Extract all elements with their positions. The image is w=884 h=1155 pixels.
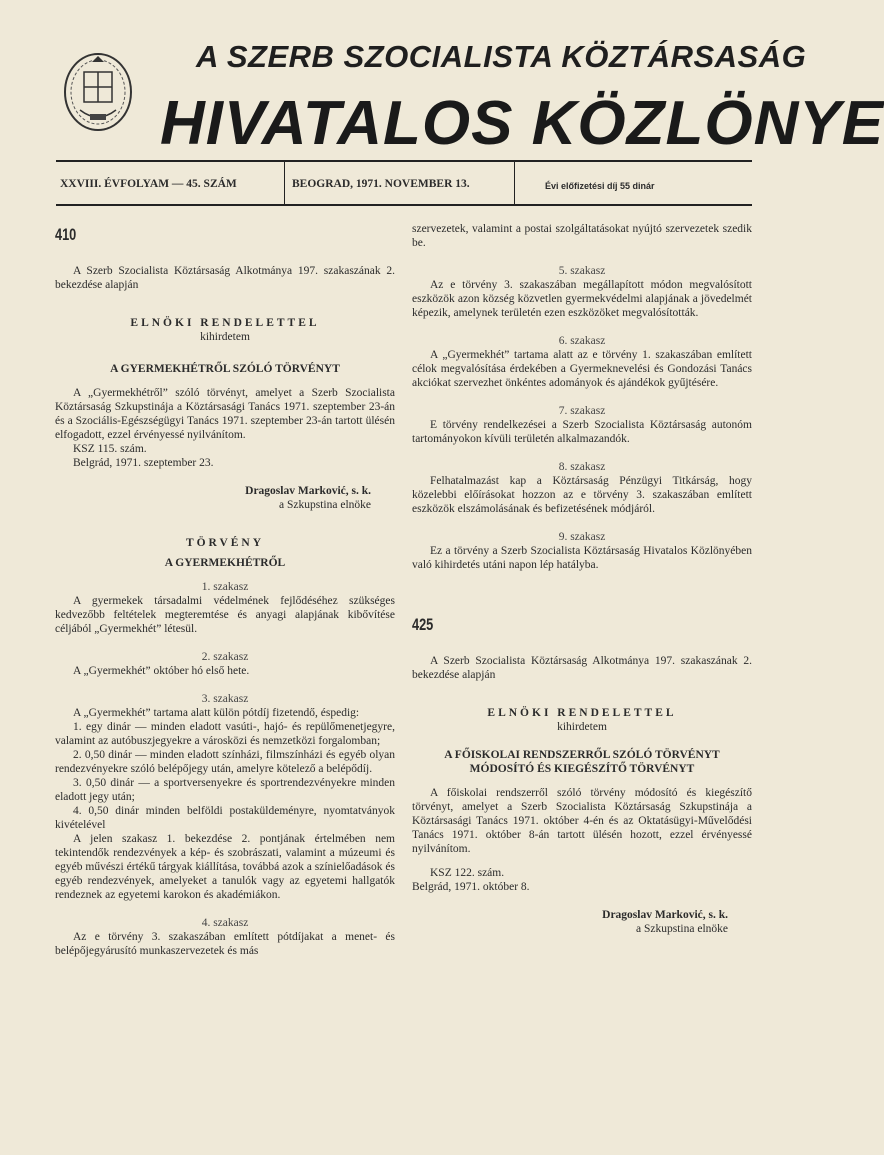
masthead-divider xyxy=(514,162,515,204)
masthead-rule-top xyxy=(56,160,752,162)
list-item: 3. 0,50 dinár — a sportversenyekre és sportrendezvényekre minden eladott jegy után; xyxy=(55,777,395,803)
section-title: 9. szakasz xyxy=(558,531,606,543)
signer-title: a Szkupstina elnöke xyxy=(279,499,371,511)
section-text: A „Gyermekhét” október hó első hete. xyxy=(73,665,250,677)
preamble: A Szerb Szocialista Köztársaság Alkotmánya 197. szakaszának 2. bekezdése alapján xyxy=(55,265,395,291)
place-date-line: Belgrád, 1971. október 8. xyxy=(412,881,530,893)
law-title: A FŐISKOLAI RENDSZERRŐL SZÓLÓ TÖRVÉNYT MÓDOSÍTÓ ÉS KIEGÉSZÍTŐ TÖRVÉNYT xyxy=(444,749,720,775)
signer-name: Dragoslav Marković, s. k. xyxy=(602,909,728,921)
section-title: 4. szakasz xyxy=(201,917,249,929)
ksz-number: KSZ 115. szám. xyxy=(73,443,147,455)
signature-block xyxy=(55,484,395,512)
section-title: 3. szakasz xyxy=(201,693,249,705)
decree-heading: ELNÖKI RENDELETTEL xyxy=(130,317,320,329)
law-heading: TÖRVÉNY xyxy=(185,537,265,549)
section-text: A „Gyermekhét” tartama alatt külön pótdíj fizetendő, éspedig: xyxy=(73,707,360,719)
document-number: 410 xyxy=(55,225,77,244)
masthead-title: HIVATALOS KÖZLÖNYE xyxy=(160,89,884,158)
section-title: 8. szakasz xyxy=(558,461,606,473)
masthead xyxy=(0,0,884,215)
signer-title: a Szkupstina elnöke xyxy=(636,923,728,935)
section-title: 1. szakasz xyxy=(201,581,249,593)
section-text: E törvény rendelkezései a Szerb Szocialista Köztársaság autonóm tartományokon kívüli területén alkalmazandók. xyxy=(412,419,752,445)
coat-of-arms-icon xyxy=(62,50,134,132)
list-item: 1. egy dinár — minden eladott vasúti-, hajó- és repülőmenetjegyre, valamint az autóbuszjegyekre a városközi és nemzetközi forgalomban; xyxy=(55,721,395,747)
signer-name: Dragoslav Marković, s. k. xyxy=(245,485,371,497)
section-title: 7. szakasz xyxy=(558,405,606,417)
column-left xyxy=(55,222,395,958)
section-text: A gyermekek társadalmi védelmének fejlődéséhez szükséges kedvezőbb feltételek megteremtése és anyagi alapjának kibővítése céljából „Gyermekhét” létesül. xyxy=(55,595,395,635)
column-right xyxy=(412,222,752,936)
place-date-line: Belgrád, 1971. szeptember 23. xyxy=(73,457,214,469)
section-text: Ez a törvény a Szerb Szocialista Köztársaság Hivatalos Közlönyében való kihirdetés utáni napon lép hatályba. xyxy=(412,545,752,571)
section-title: 6. szakasz xyxy=(558,335,606,347)
promulgate: kihirdetem xyxy=(557,721,607,733)
masthead-rule-bottom xyxy=(56,204,752,206)
intro-paragraph: A főiskolai rendszerről szóló törvény módosító és kiegészítő törvényt, amelyet a Szerb Szocialista Köztársaság Szkupstinája a Köztársasági Tanács 1971. október 4-én és az Oktatásügyi-Művelődési Tanács 1971. október 8-án tartott ülésén hozott, ezzel érvényessé nyilvánítom. xyxy=(412,787,752,855)
document-number: 425 xyxy=(412,615,434,634)
promulgate: kihirdetem xyxy=(200,331,250,343)
section-text: A jelen szakasz 1. bekezdése 2. pontjának értelmében nem tekintendők rendezvények a kép- és szobrászati, valamint a múzeumi és egyéb művészi értékű tárgyak kiállítása, továbbá azok a színielőadások és egyéb rendezvények, amelyeket a tanulók vagy az egyetemi hallgatók rendeznek az egyetemi karokon és akadémiákon. xyxy=(55,833,395,901)
list-item: 2. 0,50 dinár — minden eladott színházi, filmszínházi és egyéb olyan rendezvényekre szóló belépőjegy után, amelyre kötelező a belépődíj. xyxy=(55,749,395,775)
section-text: Felhatalmazást kap a Köztársaság Pénzügyi Titkárság, hogy közelebbi előírásokat hozzon az e törvény 3. szakaszában említett eszközök elszámolásának és befizetésének módjáról. xyxy=(412,475,752,515)
masthead-line1: A SZERB SZOCIALISTA KÖZTÁRSASÁG xyxy=(196,39,807,74)
section-title: 5. szakasz xyxy=(558,265,606,277)
ksz-number: KSZ 122. szám. xyxy=(430,867,505,879)
preamble: A Szerb Szocialista Köztársaság Alkotmánya 197. szakaszának 2. bekezdése alapján xyxy=(412,655,752,681)
section-text: Az e törvény 3. szakaszában említett pótdíjakat a menet- és belépőjegyárusító munkaszervezetek és más xyxy=(55,931,395,957)
signature-block xyxy=(412,908,752,936)
masthead-divider xyxy=(284,162,285,204)
section-text: A „Gyermekhét” tartama alatt az e törvény 1. szakaszában említett célok megvalósítása érdekében a Gyermeknevelési és Gondozási Tanács akciókat szervezhet önkéntes adományok és ajándékok gyűjtésére. xyxy=(412,349,752,389)
law-title: A GYERMEKHÉTRŐL SZÓLÓ TÖRVÉNYT xyxy=(110,363,340,375)
volume-number: XXVIII. ÉVFOLYAM — 45. SZÁM xyxy=(60,178,237,190)
section-text-continued: szervezetek, valamint a postai szolgáltatásokat nyújtó szervezetek szedik be. xyxy=(412,223,752,249)
place-date: BEOGRAD, 1971. NOVEMBER 13. xyxy=(292,178,470,190)
decree-heading: ELNÖKI RENDELETTEL xyxy=(487,707,677,719)
subscription-price: Évi előfizetési díj 55 dinár xyxy=(545,181,655,191)
list-item: 4. 0,50 dinár minden belföldi postaküldeményre, nyomtatványok kivételével xyxy=(55,805,395,831)
intro-paragraph: A „Gyermekhétről” szóló törvényt, amelyet a Szerb Szocialista Köztársaság Szkupstinája a Köztársasági Tanács 1971. szeptember 23-án és a Szociális-Egészségügyi Tanács 1971. szeptember 23-án tartott ülésén elfogadott, ezzel érvényessé nyilvánítom. xyxy=(55,387,395,441)
section-text: Az e törvény 3. szakaszában megállapított módon megvalósított eszközök azon község közvetlen gyermekvédelmi alapjának a jövedelmét képezik, amelynek területén ezen eszközöket megvalósították. xyxy=(412,279,752,319)
law-subtitle: A GYERMEKHÉTRŐL xyxy=(164,557,286,569)
section-title: 2. szakasz xyxy=(201,651,249,663)
